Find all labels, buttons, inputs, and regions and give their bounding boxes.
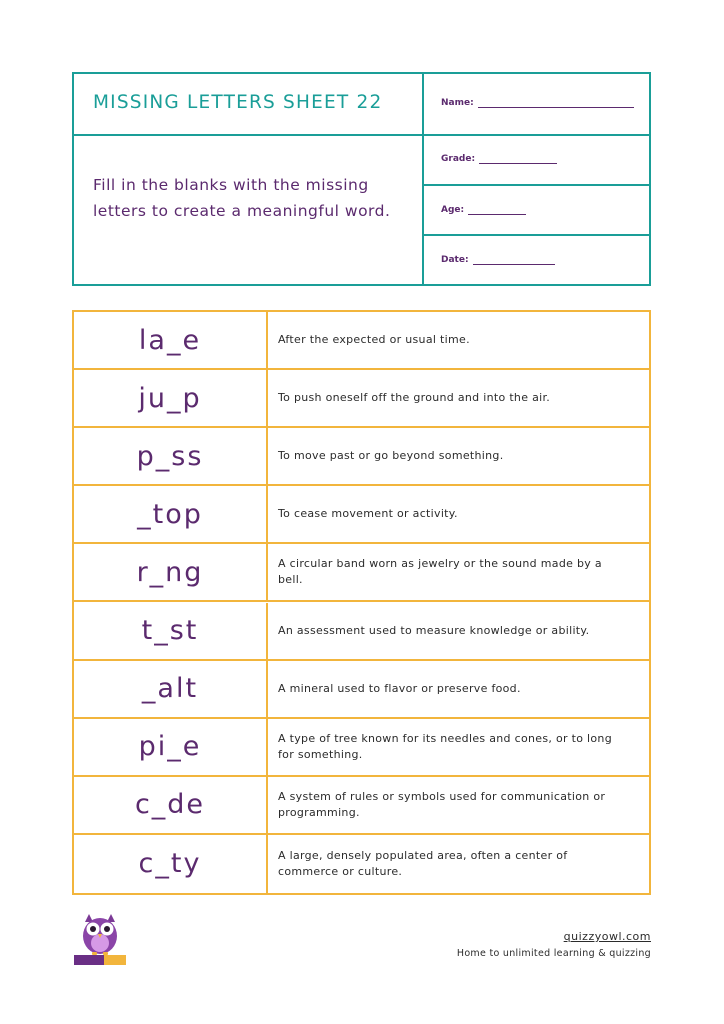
name-blank-line <box>478 100 634 108</box>
quizzy-owl-logo <box>74 912 126 966</box>
date-field[interactable] <box>441 255 555 265</box>
grade-blank-line <box>479 156 557 164</box>
word-clue: A type of tree known for its needles and cones, or to long for something. <box>278 731 612 761</box>
word-clue: A mineral used to flavor or preserve food. <box>278 681 521 695</box>
missing-letter-word: t_st <box>74 603 268 659</box>
table-row <box>74 603 649 661</box>
word-clue: After the expected or usual time. <box>278 333 470 347</box>
word-clue: An assessment used to measure knowledge or ability. <box>278 623 590 637</box>
missing-letters-table <box>72 310 651 895</box>
owl-icon <box>74 912 126 966</box>
word-clue: A large, densely populated area, often a center of commerce or culture. <box>278 848 568 878</box>
table-row <box>74 544 649 602</box>
site-link[interactable]: quizzyowl.com <box>563 930 651 943</box>
grade-field[interactable] <box>441 154 557 164</box>
word-clue: A circular band worn as jewelry or the sound made by a bell. <box>278 557 602 587</box>
date-label: Date: <box>441 255 469 265</box>
grade-label: Grade: <box>441 154 476 164</box>
table-row <box>74 719 649 777</box>
age-blank-line <box>468 207 526 215</box>
site-tagline: Home to unlimited learning & quizzing <box>456 948 651 959</box>
header-field-divider-1 <box>423 134 649 136</box>
missing-letter-word: r_ng <box>74 544 268 600</box>
header-field-divider-2 <box>423 184 649 186</box>
header-vertical-divider <box>422 74 424 284</box>
age-label: Age: <box>441 205 465 215</box>
table-row <box>74 312 649 370</box>
missing-letter-word: _alt <box>74 661 268 717</box>
table-row <box>74 777 649 835</box>
age-field[interactable] <box>441 205 526 215</box>
missing-letter-word: _top <box>74 486 268 542</box>
header-title-divider <box>74 134 423 136</box>
name-field[interactable] <box>441 98 634 108</box>
name-label: Name: <box>441 98 474 108</box>
missing-letter-word: c_de <box>74 777 268 833</box>
word-clue: To move past or go beyond something. <box>278 449 504 463</box>
missing-letter-word: pi_e <box>74 719 268 775</box>
page-title: MISSING LETTERS SHEET 22 <box>93 92 383 113</box>
date-blank-line <box>473 257 555 265</box>
word-clue: To push oneself off the ground and into the air. <box>278 391 551 405</box>
header-field-divider-3 <box>423 234 649 236</box>
missing-letter-word: la_e <box>74 312 268 368</box>
missing-letter-word: p_ss <box>74 428 268 484</box>
table-row <box>74 661 649 719</box>
instructions-text: Fill in the blanks with the missing letters to create a meaningful word. <box>93 176 391 220</box>
missing-letter-word: ju_p <box>74 370 268 426</box>
word-clue: A system of rules or symbols used for communication or programming. <box>278 789 606 819</box>
word-clue: To cease movement or activity. <box>278 507 458 521</box>
table-row <box>74 428 649 486</box>
missing-letter-word: c_ty <box>74 835 268 893</box>
table-row <box>74 835 649 893</box>
worksheet-header <box>72 72 651 286</box>
table-row <box>74 370 649 428</box>
table-row <box>74 486 649 544</box>
